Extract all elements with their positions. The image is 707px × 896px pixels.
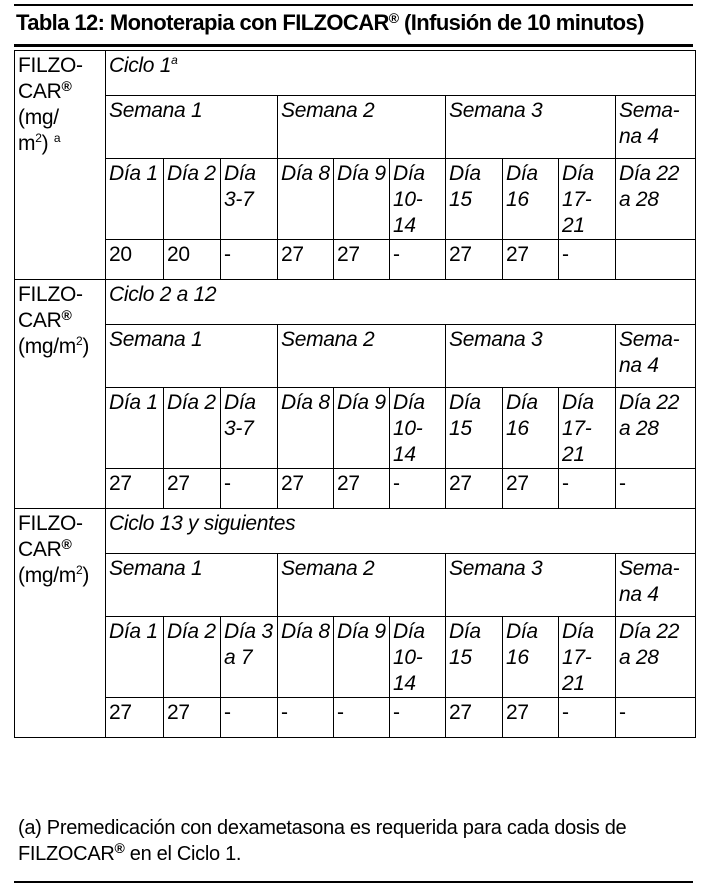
day-cell: Día 9 <box>334 617 390 698</box>
dose-value: 27 <box>106 698 164 738</box>
cycle-label <box>106 51 696 96</box>
cycle-label <box>106 280 696 325</box>
day-cell: Día 17-21 <box>559 159 616 240</box>
day-cell: Día 16 <box>503 388 559 469</box>
dose-value: - <box>559 469 616 509</box>
day-cell: Día 1 <box>106 159 164 240</box>
unit-line: FILZO- <box>18 283 83 306</box>
day-cell: Día 1 <box>106 617 164 698</box>
dose-value: 27 <box>446 469 503 509</box>
unit-close: ) <box>41 132 49 155</box>
dose-unit-cell <box>15 509 106 738</box>
day-cell: Día 10-14 <box>390 159 446 240</box>
week-cell: Semana 3 <box>446 96 616 159</box>
dose-value: 27 <box>503 698 559 738</box>
unit-exponent: 2 <box>35 131 42 145</box>
week-row <box>15 96 696 159</box>
top-rule <box>14 4 693 6</box>
unit-line: (mg/m <box>18 335 76 358</box>
dose-value: - <box>334 698 390 738</box>
day-cell: Día 2 <box>164 159 221 240</box>
dose-value: - <box>559 698 616 738</box>
registered-mark: ® <box>61 307 72 323</box>
dose-value: - <box>390 240 446 280</box>
unit-line: (mg/m <box>18 564 76 587</box>
unit-close: ) <box>82 564 90 587</box>
day-cell: Día 10-14 <box>390 617 446 698</box>
dose-value: 27 <box>334 240 390 280</box>
cycle-label <box>106 509 696 554</box>
dose-value: 27 <box>503 469 559 509</box>
unit-line: m <box>18 132 36 155</box>
dose-value: - <box>221 240 278 280</box>
day-cell: Día 22 a 28 <box>616 388 696 469</box>
dose-value: - <box>221 469 278 509</box>
day-cell: Día 22 a 28 <box>616 159 696 240</box>
dosing-table <box>14 50 696 738</box>
day-cell: Día 22 a 28 <box>616 617 696 698</box>
day-cell: Día 17-21 <box>559 388 616 469</box>
bottom-rule <box>14 881 693 883</box>
dose-value: 27 <box>278 240 334 280</box>
dose-value: 27 <box>334 469 390 509</box>
day-cell: Día 16 <box>503 617 559 698</box>
footnote: (a) Premedicación con dexametasona es requerida para cada dosis de FILZOCAR® en el Ciclo 1. <box>18 817 627 865</box>
day-cell: Día 8 <box>278 617 334 698</box>
unit-line: CAR <box>18 538 62 561</box>
week-cell: Semana 1 <box>106 325 278 388</box>
dose-value: 20 <box>164 240 221 280</box>
day-cell: Día 9 <box>334 388 390 469</box>
unit-line: FILZO- <box>18 512 83 535</box>
dose-value: 27 <box>446 698 503 738</box>
footnote-marker: a <box>171 53 178 67</box>
day-cell: Día 15 <box>446 159 503 240</box>
dose-value-row <box>15 240 696 280</box>
footnote-marker: a <box>53 131 61 145</box>
day-cell: Día 15 <box>446 388 503 469</box>
week-cell: Sema-na 4 <box>616 325 696 388</box>
dose-value: 27 <box>106 469 164 509</box>
day-cell: Día 15 <box>446 617 503 698</box>
dose-value: 27 <box>446 240 503 280</box>
dose-value: - <box>278 698 334 738</box>
day-cell: Día 17-21 <box>559 617 616 698</box>
dose-value: 20 <box>106 240 164 280</box>
week-cell: Semana 3 <box>446 554 616 617</box>
unit-line: (mg/ <box>18 106 59 129</box>
day-cell: Día 16 <box>503 159 559 240</box>
day-cell: Día 1 <box>106 388 164 469</box>
dose-value: - <box>390 698 446 738</box>
dose-value: - <box>616 698 696 738</box>
dose-value-row <box>15 698 696 738</box>
dose-value: 27 <box>164 469 221 509</box>
week-cell: Semana 2 <box>278 96 446 159</box>
week-cell: Semana 2 <box>278 554 446 617</box>
dose-value: - <box>390 469 446 509</box>
week-row <box>15 554 696 617</box>
dose-value: 27 <box>503 240 559 280</box>
dose-value <box>616 240 696 280</box>
day-cell: Día 2 <box>164 388 221 469</box>
day-row <box>15 388 696 469</box>
registered-mark: ® <box>61 536 72 552</box>
day-cell: Día 10-14 <box>390 388 446 469</box>
dose-unit-cell <box>15 51 106 280</box>
unit-close: ) <box>82 335 90 358</box>
week-cell: Semana 3 <box>446 325 616 388</box>
cycle-row <box>15 280 696 325</box>
cycle-text: Ciclo 13 y siguientes <box>109 512 296 535</box>
cycle-row <box>15 509 696 554</box>
dose-value: - <box>559 240 616 280</box>
week-cell: Semana 1 <box>106 96 278 159</box>
unit-line: CAR <box>18 309 62 332</box>
day-cell: Día 2 <box>164 617 221 698</box>
cycle-row <box>15 51 696 96</box>
dose-value: 27 <box>278 469 334 509</box>
day-cell: Día 9 <box>334 159 390 240</box>
dose-value: - <box>221 698 278 738</box>
day-row <box>15 159 696 240</box>
week-cell: Semana 2 <box>278 325 446 388</box>
registered-mark: ® <box>61 78 72 94</box>
day-cell: Día 3-7 <box>221 159 278 240</box>
cycle-text: Ciclo 2 a 12 <box>109 283 217 306</box>
dose-value: 27 <box>164 698 221 738</box>
unit-exponent: 2 <box>76 563 83 577</box>
week-row <box>15 325 696 388</box>
cycle-text: Ciclo 1 <box>109 54 172 77</box>
day-row <box>15 617 696 698</box>
day-cell: Día 3 a 7 <box>221 617 278 698</box>
unit-line: FILZO- <box>18 54 83 77</box>
day-cell: Día 8 <box>278 159 334 240</box>
week-cell: Sema-na 4 <box>616 554 696 617</box>
dose-unit-cell <box>15 280 106 509</box>
day-cell: Día 8 <box>278 388 334 469</box>
week-cell: Semana 1 <box>106 554 278 617</box>
week-cell: Sema-na 4 <box>616 96 696 159</box>
day-cell: Día 3-7 <box>221 388 278 469</box>
unit-exponent: 2 <box>76 334 83 348</box>
dose-value-row <box>15 469 696 509</box>
unit-line: CAR <box>18 80 62 103</box>
title-rule <box>14 44 693 47</box>
table-title: Tabla 12: Monoterapia con FILZOCAR® (Infusión de 10 minutos) <box>16 10 644 35</box>
dose-value: - <box>616 469 696 509</box>
